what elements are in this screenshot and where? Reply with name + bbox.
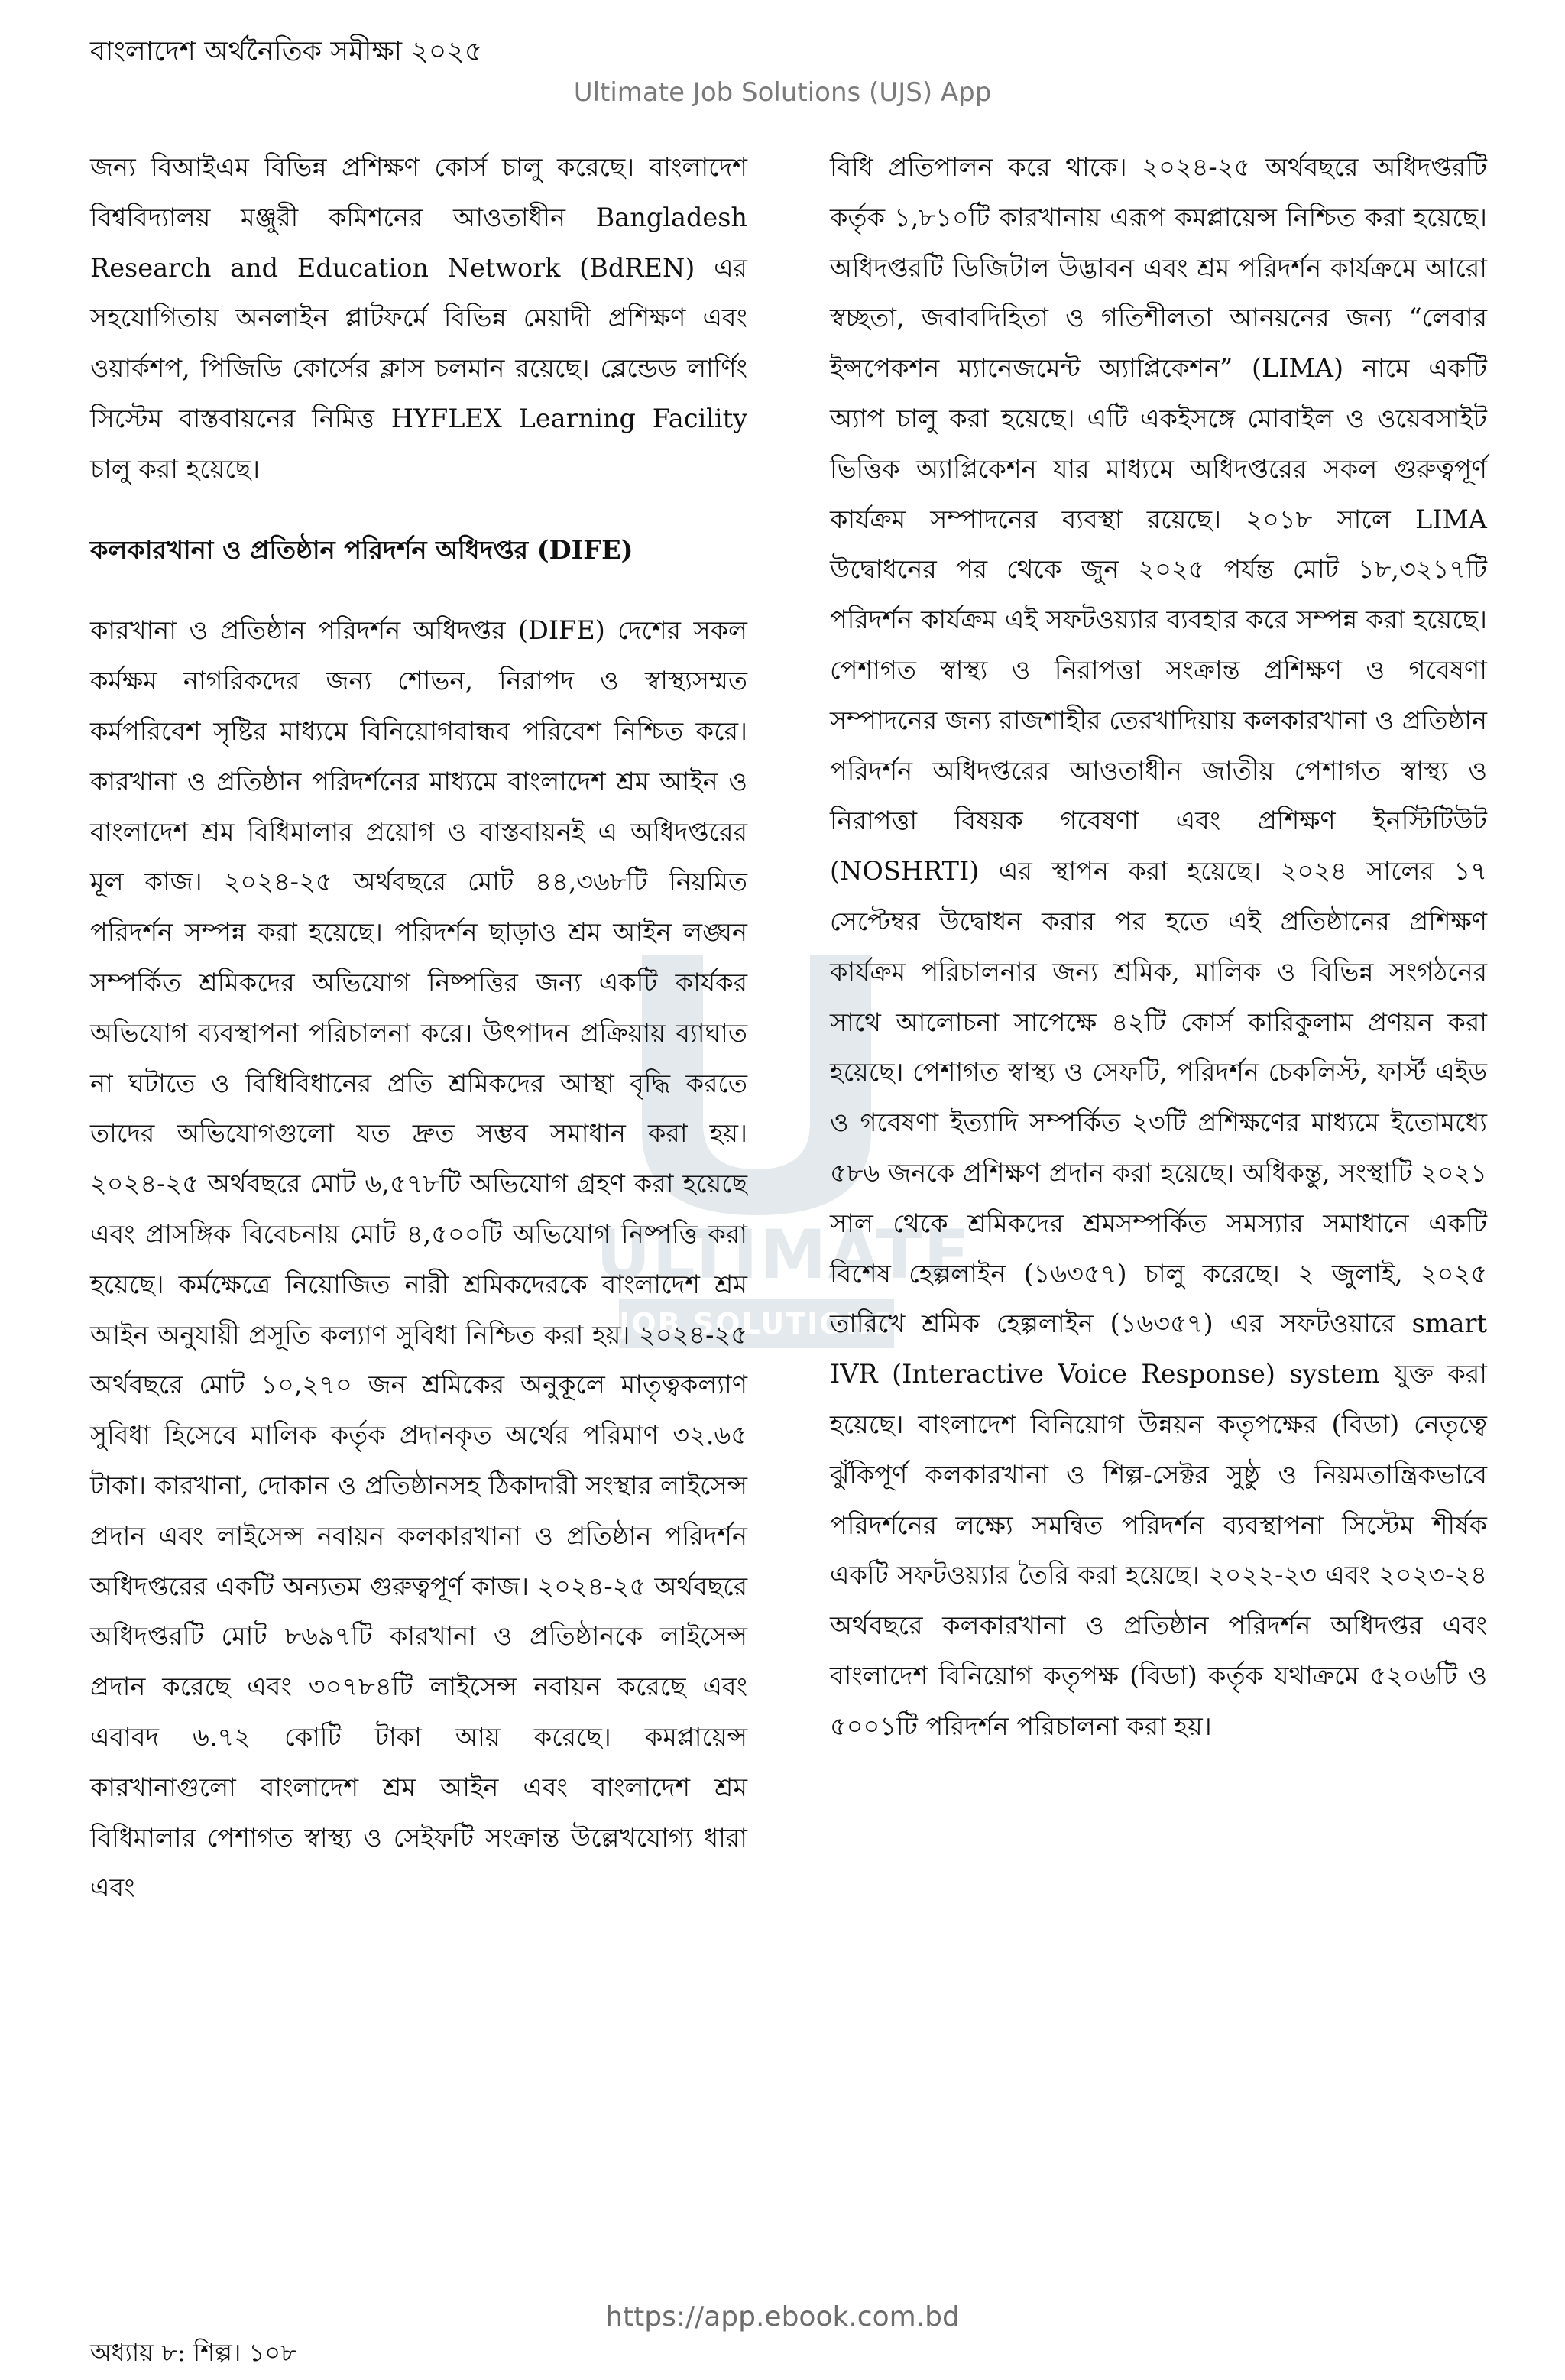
right-column — [830, 142, 1487, 1752]
running-title: বাংলাদেশ অর্থনৈতিক সমীক্ষা ২০২৫ — [90, 36, 483, 67]
dife-paragraph-continued: বিধি প্রতিপালন করে থাকে। ২০২৪-২৫ অর্থবছরে অধিদপ্তরটি কর্তৃক ১,৮১০টি কারখানায় এরূপ কমপ্লায়েন্স নিশ্চিত করা হয়েছে। অধিদপ্তরটি ডিজিটাল উদ্ভাবন এবং শ্রম পরিদর্শন কার্যক্রমে আরো স্বচ্ছতা, জবাবদিহিতা ও গতিশীলতা আনয়নের জন্য “লেবার ইন্সপেকশন ম্যানেজমেন্ট অ্যাপ্লিকেশন” (LIMA) নামে একটি অ্যাপ চালু করা হয়েছে। এটি একইসঙ্গে মোবাইল ও ওয়েবসাইট ভিত্তিক অ্যাপ্লিকেশন যার মাধ্যমে অধিদপ্তরের সকল গুরুত্বপূর্ণ কার্যক্রম সম্পাদনের ব্যবস্থা রয়েছে। ২০১৮ সালে LIMA উদ্বোধনের পর থেকে জুন ২০২৫ পর্যন্ত মোট ১৮,৩২১৭টি পরিদর্শন কার্যক্রম এই সফটওয়্যার ব্যবহার করে সম্পন্ন করা হয়েছে।পেশাগত স্বাস্থ্য ও নিরাপত্তা সংক্রান্ত প্রশিক্ষণ ও গবেষণা সম্পাদনের জন্য রাজশাহীর তেরখাদিয়ায় কলকারখানা ও প্রতিষ্ঠান পরিদর্শন অধিদপ্তরের আওতাধীন জাতীয় পেশাগত স্বাস্থ্য ও নিরাপত্তা বিষয়ক গবেষণা এবং প্রশিক্ষণ ইনস্টিটিউট (NOSHRTI) এর স্থাপন করা হয়েছে। ২০২৪ সালের ১৭ সেপ্টেম্বর উদ্বোধন করার পর হতে এই প্রতিষ্ঠানের প্রশিক্ষণ কার্যক্রম পরিচালনার জন্য শ্রমিক, মালিক ও বিভিন্ন সংগঠনের সাথে আলোচনা সাপেক্ষে ৪২টি কোর্স কারিকুলাম প্রণয়ন করা হয়েছে। পেশাগত স্বাস্থ্য ও সেফটি, পরিদর্শন চেকলিস্ট, ফার্স্ট এইড ও গবেষণা ইত্যাদি সম্পর্কিত ২৩টি প্রশিক্ষণের মাধ্যমে ইতোমধ্যে ৫৮৬ জনকে প্রশিক্ষণ প্রদান করা হয়েছে। অধিকন্তু, সংস্থাটি ২০২১ সাল থেকে শ্রমিকদের শ্রমসম্পর্কিত সমস্যার সমাধানে একটি বিশেষ হেল্পলাইন (১৬৩৫৭) চালু করেছে। ২ জুলাই, ২০২৫ তারিখে শ্রমিক হেল্পলাইন (১৬৩৫৭) এর সফটওয়ারে smart IVR (Interactive Voice Response) system যুক্ত করা হয়েছে। বাংলাদেশ বিনিয়োগ উন্নয়ন কতৃপক্ষের (বিডা) নেতৃত্বে ঝুঁকিপূর্ণ কলকারখানা ও শিল্প-সেক্টর সুষ্ঠু ও নিয়মতান্ত্রিকভাবে পরিদর্শনের লক্ষ্যে সমন্বিত পরিদর্শন ব্যবস্থাপনা সিস্টেম শীর্ষক একটি সফটওয়্যার তৈরি করা হয়েছে। ২০২২-২৩ এবং ২০২৩-২৪ অর্থবছরে কলকারখানা ও প্রতিষ্ঠান পরিদর্শন অধিদপ্তর এবং বাংলাদেশ বিনিয়োগ কতৃপক্ষ (বিডা) কর্তৃক যথাক্রমে ৫২০৬টি ও ৫০০১টি পরিদর্শন পরিচালনা করা হয়। — [830, 152, 1487, 1741]
left-column — [90, 142, 747, 1913]
app-banner: Ultimate Job Solutions (UJS) App — [573, 77, 992, 108]
footer-chapter: অধ্যায় ৮: শিল্প। ১০৮ — [90, 2338, 296, 2367]
watermark-brand: ULTIMATE — [596, 1215, 971, 1294]
dife-paragraph: কারখানা ও প্রতিষ্ঠান পরিদর্শন অধিদপ্তর (DIFE) দেশের সকল কর্মক্ষম নাগরিকদের জন্য শোভন, নিরাপদ ও স্বাস্থ্যসম্মত কর্মপরিবেশ সৃষ্টির মাধ্যমে বিনিয়োগবান্ধব পরিবেশ নিশ্চিত করে। কারখানা ও প্রতিষ্ঠান পরিদর্শনের মাধ্যমে বাংলাদেশ শ্রম আইন ও বাংলাদেশ শ্রম বিধিমালার প্রয়োগ ও বাস্তবায়নই এ অধিদপ্তরের মূল কাজ। ২০২৪-২৫ অর্থবছরে মোট ৪৪,৩৬৮টি নিয়মিত পরিদর্শন সম্পন্ন করা হয়েছে। পরিদর্শন ছাড়াও শ্রম আইন লঙ্ঘন সম্পর্কিত শ্রমিকদের অভিযোগ নিষ্পত্তির জন্য একটি কার্যকর অভিযোগ ব্যবস্থাপনা পরিচালনা করে। উৎপাদন প্রক্রিয়ায় ব্যাঘাত না ঘটাতে ও বিধিবিধানের প্রতি শ্রমিকদের আস্থা বৃদ্ধি করতে তাদের অভিযোগগুলো যত দ্রুত সম্ভব সমাধান করা হয়। ২০২৪-২৫ অর্থবছরে মোট ৬,৫৭৮টি অভিযোগ গ্রহণ করা হয়েছে এবং প্রাসঙ্গিক বিবেচনায় মোট ৪,৫০০টি অভিযোগ নিষ্পত্তি করা হয়েছে। কর্মক্ষেত্রে নিয়োজিত নারী শ্রমিকদেরকে বাংলাদেশ শ্রম আইন অনুযায়ী প্রসূতি কল্যাণ সুবিধা নিশ্চিত করা হয়। ২০২৪-২৫ অর্থবছরে মোট ১০,২৭০ জন শ্রমিকের অনুকূলে মাতৃত্বকল্যাণ সুবিধা হিসেবে মালিক কর্তৃক প্রদানকৃত অর্থের পরিমাণ ৩২.৬৫ টাকা। কারখানা, দোকান ও প্রতিষ্ঠানসহ ঠিকাদারী সংস্থার লাইসেন্স প্রদান এবং লাইসেন্স নবায়ন কলকারখানা ও প্রতিষ্ঠান পরিদর্শন অধিদপ্তরের একটি অন্যতম গুরুত্বপূর্ণ কাজ। ২০২৪-২৫ অর্থবছরে অধিদপ্তরটি মোট ৮৬৯৭টি কারখানা ও প্রতিষ্ঠানকে লাইসেন্স প্রদান করেছে এবং ৩০৭৮৪টি লাইসেন্স নবায়ন করেছে এবং এবাবদ ৬.৭২ কোটি টাকা আয় করেছে। কমপ্লায়েন্স কারখানাগুলো বাংলাদেশ শ্রম আইন এবং বাংলাদেশ শ্রম বিধিমালার পেশাগত স্বাস্থ্য ও সেইফটি সংক্রান্ত উল্লেখযোগ্য ধারা এবং — [90, 615, 747, 1903]
watermark-tagline: JOB SOLUTIONS — [619, 1299, 894, 1348]
intro-paragraph: জন্য বিআইএম বিভিন্ন প্রশিক্ষণ কোর্স চালু করেছে। বাংলাদেশ বিশ্ববিদ্যালয় মঞ্জুরী কমিশনের আওতাধীন Bangladesh Research and Education Network (BdREN) এর সহযোগিতায় অনলাইন প্লাটফর্মে বিভিন্ন মেয়াদী প্রশিক্ষণ এবং ওয়ার্কশপ, পিজিডি কোর্সের ক্লাস চলমান রয়েছে। ব্লেন্ডেড লার্ণিং সিস্টেম বাস্তবায়নের নিমিত্ত HYFLEX Learning Facility চালু করা হয়েছে। — [90, 152, 747, 484]
footer-url: https://app.ebook.com.bd — [605, 2301, 960, 2333]
section-heading: কলকারখানা ও প্রতিষ্ঠান পরিদর্শন অধিদপ্তর (DIFE) — [90, 534, 633, 565]
